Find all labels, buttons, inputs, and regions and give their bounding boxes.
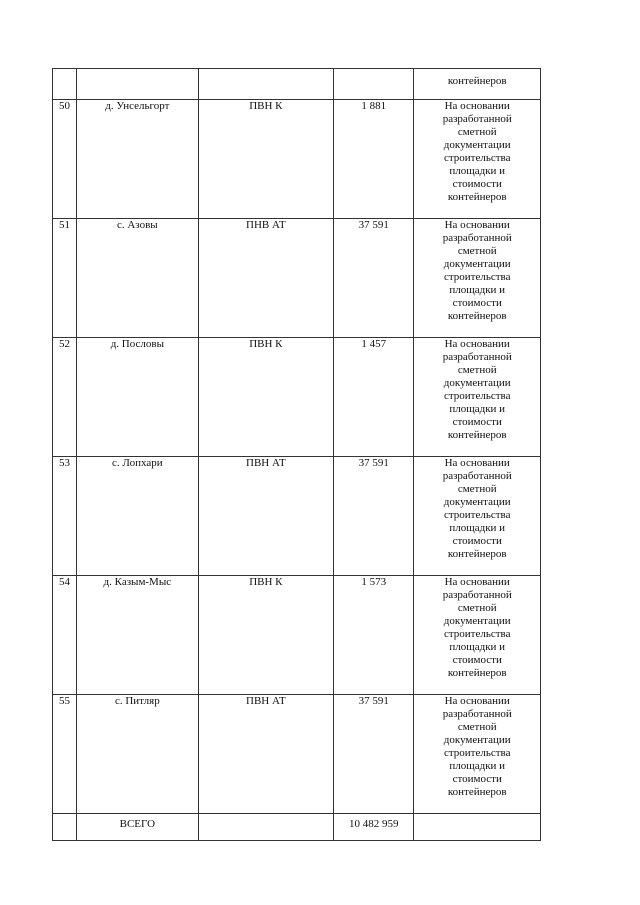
cell-location: с. Азовы bbox=[77, 219, 198, 338]
note-line: контейнеров bbox=[447, 310, 507, 322]
note-line: площадки и bbox=[449, 760, 506, 772]
cell-num: 55 bbox=[53, 695, 77, 814]
note-line: документации bbox=[443, 258, 511, 270]
note-line: строительства bbox=[443, 271, 511, 283]
cell-sum: 1 457 bbox=[334, 338, 414, 457]
table-row bbox=[53, 457, 541, 576]
note-line: контейнеров bbox=[447, 667, 507, 679]
continued-row bbox=[53, 69, 541, 100]
table-row bbox=[53, 695, 541, 814]
cell-note bbox=[414, 338, 541, 457]
cell-sum: 37 591 bbox=[334, 219, 414, 338]
note-line: контейнеров bbox=[447, 75, 507, 87]
cell-type: ПВН К bbox=[198, 338, 334, 457]
note-line: разработанной bbox=[442, 351, 512, 363]
note-line: разработанной bbox=[442, 470, 512, 482]
cell-note bbox=[414, 219, 541, 338]
cell-note bbox=[414, 69, 541, 100]
note-line: контейнеров bbox=[447, 786, 507, 798]
note-line: сметной bbox=[457, 721, 497, 733]
note-line: контейнеров bbox=[447, 191, 507, 203]
note-line: разработанной bbox=[442, 113, 512, 125]
note-line: стоимости bbox=[452, 416, 502, 428]
note-line: стоимости bbox=[452, 297, 502, 309]
note-line: На основании bbox=[444, 457, 510, 469]
table-body bbox=[53, 69, 541, 841]
note-line: контейнеров bbox=[447, 548, 507, 560]
cell-note bbox=[414, 100, 541, 219]
cell-type bbox=[198, 814, 334, 841]
note-line: площадки и bbox=[449, 284, 506, 296]
cell-num: 54 bbox=[53, 576, 77, 695]
total-label: ВСЕГО bbox=[77, 814, 198, 841]
cell-sum: 1 573 bbox=[334, 576, 414, 695]
cell-note bbox=[414, 457, 541, 576]
cell-sum: 1 881 bbox=[334, 100, 414, 219]
note-line: стоимости bbox=[452, 773, 502, 785]
note-line: разработанной bbox=[442, 708, 512, 720]
note-line: площадки и bbox=[449, 165, 506, 177]
note-line: сметной bbox=[457, 126, 497, 138]
cell-sum: 37 591 bbox=[334, 695, 414, 814]
table-row bbox=[53, 576, 541, 695]
total-row bbox=[53, 814, 541, 841]
note-line: сметной bbox=[457, 602, 497, 614]
total-sum: 10 482 959 bbox=[334, 814, 414, 841]
cell-type bbox=[198, 69, 334, 100]
cell-num bbox=[53, 814, 77, 841]
cell-sum: 37 591 bbox=[334, 457, 414, 576]
note-line: документации bbox=[443, 615, 511, 627]
cell-location: д. Унсельгорт bbox=[77, 100, 198, 219]
cell-num bbox=[53, 69, 77, 100]
cell-location: с. Питляр bbox=[77, 695, 198, 814]
cell-num: 50 bbox=[53, 100, 77, 219]
note-line: площадки и bbox=[449, 522, 506, 534]
note-line: контейнеров bbox=[447, 429, 507, 441]
note-line: На основании bbox=[444, 219, 510, 231]
cell-note bbox=[414, 695, 541, 814]
note-line: стоимости bbox=[452, 178, 502, 190]
note-line: На основании bbox=[444, 695, 510, 707]
note-line: строительства bbox=[443, 628, 511, 640]
note-line: строительства bbox=[443, 152, 511, 164]
cell-type: ПВН АТ bbox=[198, 695, 334, 814]
cell-num: 53 bbox=[53, 457, 77, 576]
cell-type: ПВН К bbox=[198, 100, 334, 219]
cell-type: ПВН АТ bbox=[198, 457, 334, 576]
note-line: разработанной bbox=[442, 589, 512, 601]
cell-num: 52 bbox=[53, 338, 77, 457]
note-line: документации bbox=[443, 139, 511, 151]
note-line: стоимости bbox=[452, 535, 502, 547]
cell-sum bbox=[334, 69, 414, 100]
note-line: строительства bbox=[443, 390, 511, 402]
note-line: разработанной bbox=[442, 232, 512, 244]
note-line: документации bbox=[443, 734, 511, 746]
cell-note bbox=[414, 814, 541, 841]
cell-note bbox=[414, 576, 541, 695]
table-row bbox=[53, 338, 541, 457]
document-table bbox=[52, 68, 541, 841]
table-row bbox=[53, 219, 541, 338]
cell-location: д. Казым-Мыс bbox=[77, 576, 198, 695]
note-line: На основании bbox=[444, 338, 510, 350]
cell-location bbox=[77, 69, 198, 100]
cell-location: д. Пословы bbox=[77, 338, 198, 457]
cell-num: 51 bbox=[53, 219, 77, 338]
note-line: сметной bbox=[457, 483, 497, 495]
note-line: строительства bbox=[443, 747, 511, 759]
note-line: сметной bbox=[457, 364, 497, 376]
note-line: строительства bbox=[443, 509, 511, 521]
note-line: стоимости bbox=[452, 654, 502, 666]
note-line: На основании bbox=[444, 576, 510, 588]
cell-type: ПВН К bbox=[198, 576, 334, 695]
cell-location: с. Лопхари bbox=[77, 457, 198, 576]
note-line: документации bbox=[443, 377, 511, 389]
table-row bbox=[53, 100, 541, 219]
note-line: На основании bbox=[444, 100, 510, 112]
note-line: документации bbox=[443, 496, 511, 508]
note-line: сметной bbox=[457, 245, 497, 257]
note-line: площадки и bbox=[449, 641, 506, 653]
note-line: площадки и bbox=[449, 403, 506, 415]
cell-type: ПНВ АТ bbox=[198, 219, 334, 338]
